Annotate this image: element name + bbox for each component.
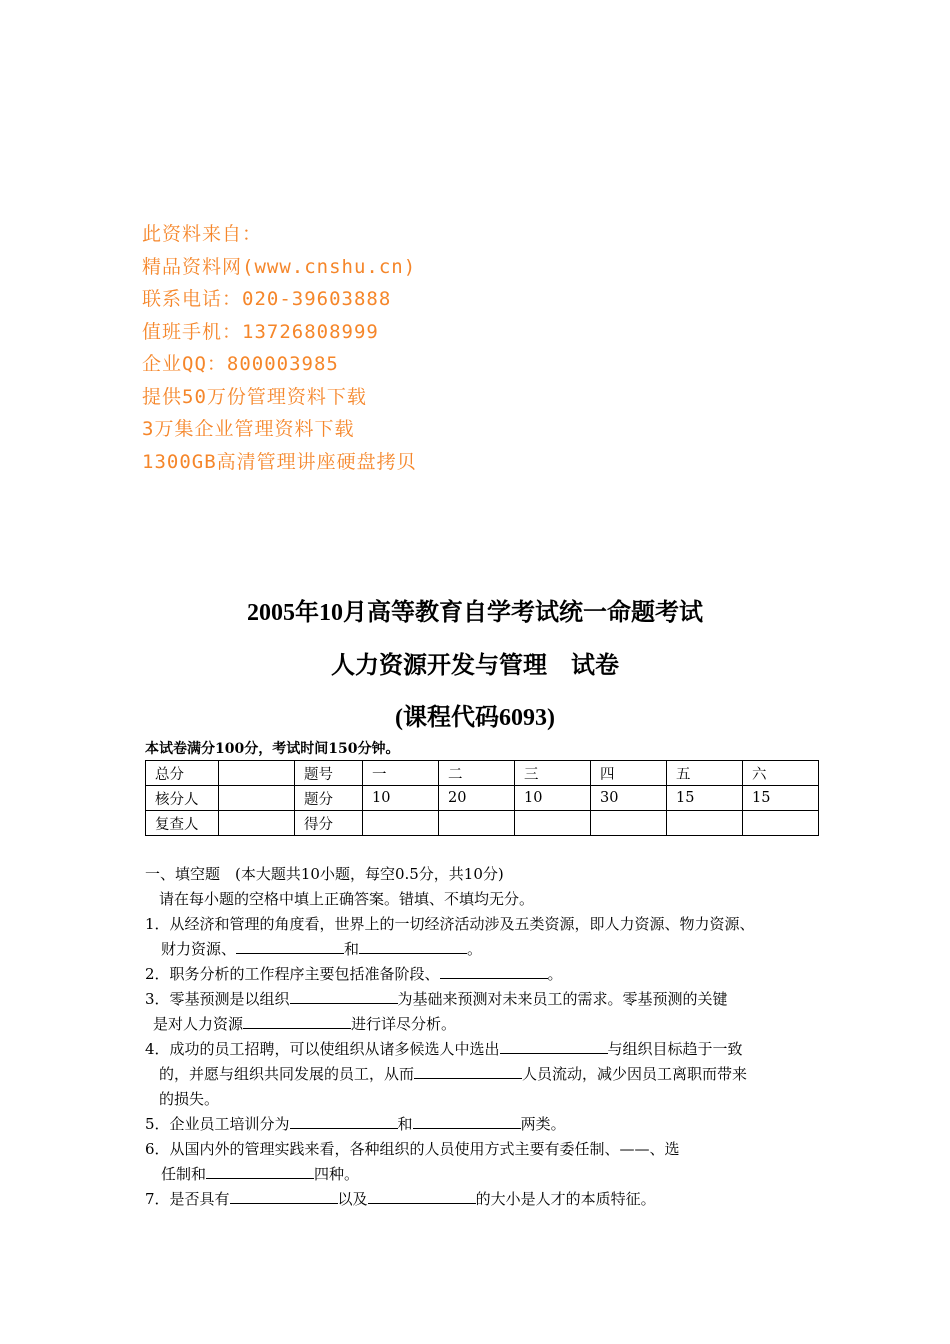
table-cell <box>515 811 591 836</box>
promo-line: 此资料来自： <box>142 223 263 245</box>
question-5 <box>145 1112 835 1137</box>
question-text: 。 <box>467 940 483 958</box>
table-cell <box>667 811 743 836</box>
answer-blank <box>440 963 548 979</box>
table-cell <box>439 811 515 836</box>
table-cell <box>591 811 667 836</box>
promo-line: 值班手机：13726808999 <box>142 320 379 343</box>
table-cell: 20 <box>439 786 515 811</box>
question-3-line-1 <box>145 987 835 1012</box>
question-text: 任制和 <box>161 1165 207 1183</box>
question-2 <box>145 962 835 987</box>
subject-title: 人力资源开发与管理 试卷 <box>331 653 619 679</box>
question-text: 和 <box>397 1115 413 1133</box>
question-text: 财力资源、 <box>161 940 237 958</box>
answer-blank <box>243 1013 351 1029</box>
table-cell <box>219 761 295 786</box>
table-row <box>146 811 819 836</box>
section-heading: 一、填空题 (本大题共10小题，每空0.5分，共10分) <box>145 865 504 883</box>
answer-blank <box>414 1063 522 1079</box>
table-cell <box>363 811 439 836</box>
question-text: 3．零基预测是以组织 <box>145 990 290 1008</box>
answer-blank <box>290 1113 398 1129</box>
table-cell: 核分人 <box>146 786 219 811</box>
table-cell: 一 <box>363 761 439 786</box>
question-text: 和 <box>344 940 360 958</box>
question-text: 。 <box>547 965 563 983</box>
answer-blank <box>230 1188 338 1204</box>
table-row <box>146 761 819 786</box>
exam-title: 2005年10月高等教育自学考试统一命题考试 <box>247 600 703 626</box>
question-text: 为基础来预测对未来员工的需求。零基预测的关键 <box>397 990 728 1008</box>
table-cell: 六 <box>743 761 819 786</box>
promo-line: 提供50万份管理资料下载 <box>142 385 367 408</box>
table-cell <box>219 811 295 836</box>
answer-blank <box>236 938 344 954</box>
question-6-line-2 <box>145 1162 835 1187</box>
question-7 <box>145 1187 835 1212</box>
promo-line: 企业QQ：800003985 <box>142 353 339 375</box>
question-text: 4．成功的员工招聘，可以使组织从诸多候选人中选出 <box>145 1040 500 1058</box>
table-cell: 30 <box>591 786 667 811</box>
answer-blank <box>206 1163 314 1179</box>
table-cell: 得分 <box>295 811 363 836</box>
answer-blank <box>290 988 398 1004</box>
question-text: 2．职务分析的工作程序主要包括准备阶段、 <box>145 965 440 983</box>
question-text: 与组织目标趋于一致 <box>607 1040 743 1058</box>
table-cell: 15 <box>743 786 819 811</box>
question-4-line-2 <box>145 1062 835 1087</box>
question-text: 的，并愿与组织共同发展的员工，从而 <box>159 1065 415 1083</box>
question-text: 以及 <box>337 1190 368 1208</box>
question-text: 7．是否具有 <box>145 1190 230 1208</box>
table-row <box>146 786 819 811</box>
question-text: 5．企业员工培训分为 <box>145 1115 290 1133</box>
question-6-line-1: 6．从国内外的管理实践来看，各种组织的人员使用方式主要有委任制、——、选 <box>145 1140 680 1158</box>
question-1-line-2 <box>145 937 835 962</box>
question-4-line-1 <box>145 1037 835 1062</box>
question-text: 两类。 <box>520 1115 566 1133</box>
answer-blank <box>500 1038 608 1054</box>
table-cell <box>743 811 819 836</box>
promo-line: 精品资料网(www.cnshu.cn) <box>142 255 417 278</box>
question-text: 进行详尽分析。 <box>351 1015 457 1033</box>
question-4-line-3: 的损失。 <box>159 1090 220 1108</box>
fill-in-section <box>145 862 835 1212</box>
table-cell: 四 <box>591 761 667 786</box>
source-promo-block <box>142 218 417 478</box>
course-code: (课程代码6093) <box>395 705 555 731</box>
answer-blank <box>413 1113 521 1129</box>
table-cell: 10 <box>363 786 439 811</box>
table-cell: 五 <box>667 761 743 786</box>
table-cell: 复查人 <box>146 811 219 836</box>
answer-blank <box>359 938 467 954</box>
promo-line: 3万集企业管理资料下载 <box>142 418 355 440</box>
question-text: 是对人力资源 <box>153 1015 244 1033</box>
table-cell <box>219 786 295 811</box>
answer-blank <box>368 1188 476 1204</box>
table-cell: 题号 <box>295 761 363 786</box>
score-table <box>145 760 819 836</box>
question-text: 人员流动，减少因员工离职而带来 <box>522 1065 748 1083</box>
table-cell: 三 <box>515 761 591 786</box>
question-text: 的大小是人才的本质特征。 <box>475 1190 656 1208</box>
table-cell: 二 <box>439 761 515 786</box>
question-3-line-2 <box>145 1012 835 1037</box>
promo-line: 1300GB高清管理讲座硬盘拷贝 <box>142 450 417 473</box>
table-cell: 10 <box>515 786 591 811</box>
exam-note: 本试卷满分100分，考试时间150分钟。 <box>145 741 400 757</box>
table-cell: 题分 <box>295 786 363 811</box>
promo-line: 联系电话：020-39603888 <box>142 288 392 310</box>
table-cell: 15 <box>667 786 743 811</box>
table-cell: 总分 <box>146 761 219 786</box>
question-text: 四种。 <box>314 1165 360 1183</box>
section-instruction: 请在每小题的空格中填上正确答案。错填、不填均无分。 <box>159 890 535 908</box>
question-1-line-1: 1．从经济和管理的角度看，世界上的一切经济活动涉及五类资源，即人力资源、物力资源、 <box>145 915 755 933</box>
